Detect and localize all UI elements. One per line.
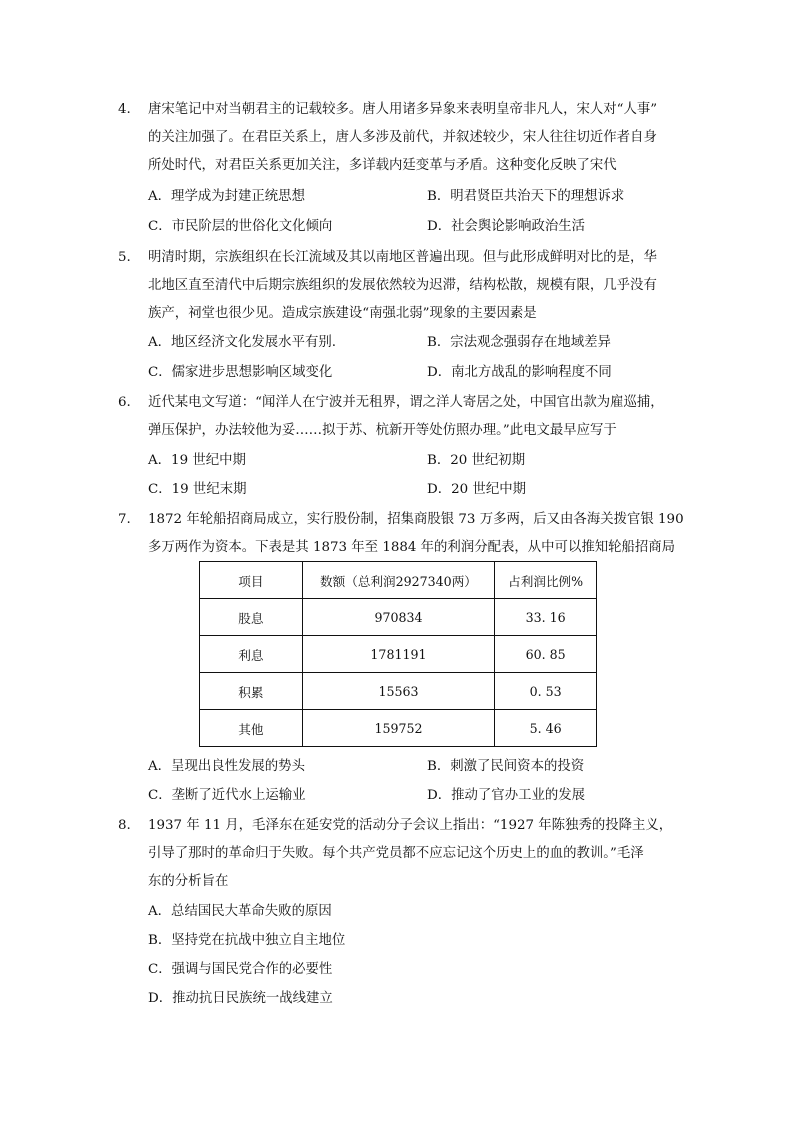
option-a[interactable]: A．地区经济文化发展水平有别. [148,335,337,350]
option-d[interactable]: D．推动了官办工业的发展 [427,788,586,803]
question-number: 7. [118,512,131,527]
question-text-line: 唐宋笔记中对当朝君主的记载较多。唐人用诸多异象来表明皇帝非凡人，宋人对“人事” [148,102,658,117]
option-c[interactable]: C．19 世纪末期 [148,482,247,497]
question-text-line: 多万两作为资本。下表是其 1873 年至 1884 年的利润分配表，从中可以推知轮船招商局 [148,540,676,555]
table-cell: 积累 [200,673,303,710]
table-cell: 0. 53 [495,673,597,710]
table-cell: 利息 [200,636,303,673]
option-a[interactable]: A．总结国民大革命失败的原因 [148,904,332,919]
question-number: 6. [118,395,131,410]
table-row [200,673,597,710]
table-header-row [200,562,597,599]
table-cell: 33. 16 [495,599,597,636]
option-d[interactable]: D．南北方战乱的影响程度不同 [427,365,612,380]
table-cell: 5. 46 [495,710,597,747]
question-text-line: 的关注加强了。在君臣关系上，唐人多涉及前代，并叙述较少，宋人往往切近作者自身 [148,130,657,145]
question-text-line: 北地区直至清代中后期宗族组织的发展依然较为迟滞，结构松散，规模有限，几乎没有 [148,278,657,293]
table-cell: 15563 [302,673,495,710]
question-text-line: 引导了那时的革命归于失败。每个共产党员都不应忘记这个历史上的血的教训。”毛泽 [148,846,644,861]
table-header-cell: 项目 [200,562,303,599]
option-b[interactable]: B．宗法观念强弱存在地域差异 [427,335,611,350]
option-c[interactable]: C．强调与国民党合作的必要性 [148,962,333,977]
table-header-cell: 数额（总利润2927340两） [302,562,495,599]
option-a[interactable]: A．理学成为封建正统思想 [148,189,305,204]
table-cell: 1781191 [302,636,495,673]
question-number: 8. [118,818,131,833]
option-c[interactable]: C．儒家进步思想影响区域变化 [148,365,333,380]
question-text-line: 近代某电文写道：“闻洋人在宁波并无租界，谓之洋人寄居之处，中国官出款为雇巡捕， [148,395,664,410]
question-text-line: 弹压保护，办法较他为妥……拟于苏、杭新开等处仿照办理。”此电文最早应写于 [148,423,617,438]
table-row [200,710,597,747]
question-text-line: 族产，祠堂也很少见。造成宗族建设“南强北弱”现象的主要因素是 [148,306,537,321]
question-text-line: 明清时期，宗族组织在长江流域及其以南地区普遍出现。但与此形成鲜明对比的是，华 [148,250,657,265]
table-cell: 159752 [302,710,495,747]
question-number: 4. [118,102,131,117]
profit-distribution-table [199,561,597,747]
question-text-line: 东的分析旨在 [148,874,229,889]
option-d[interactable]: D．20 世纪中期 [427,482,526,497]
question-text-line: 1937 年 11 月，毛泽东在延安党的活动分子会议上指出：“1927 年陈独秀的投降主义， [148,818,673,833]
option-b[interactable]: B．20 世纪初期 [427,453,526,468]
table-cell: 其他 [200,710,303,747]
table-row [200,636,597,673]
question-text-line: 所处时代，对君臣关系更加关注，多详载内廷变革与矛盾。这种变化反映了宋代 [148,158,617,173]
question-text-line: 1872 年轮船招商局成立，实行股份制，招集商股银 73 万多两，后又由各海关拨官银 190 [148,512,684,527]
table-cell: 970834 [302,599,495,636]
table-cell: 股息 [200,599,303,636]
table-row [200,599,597,636]
option-b[interactable]: B．刺激了民间资本的投资 [427,759,585,774]
option-a[interactable]: A．呈现出良性发展的势头 [148,759,305,774]
option-a[interactable]: A．19 世纪中期 [148,453,246,468]
option-c[interactable]: C．市民阶层的世俗化文化倾向 [148,219,333,234]
option-d[interactable]: D．社会舆论影响政治生活 [427,219,586,234]
question-number: 5. [118,250,131,265]
option-d[interactable]: D．推动抗日民族统一战线建立 [148,991,333,1006]
option-b[interactable]: B．坚持党在抗战中独立自主地位 [148,933,346,948]
option-b[interactable]: B．明君贤臣共治天下的理想诉求 [427,189,625,204]
option-c[interactable]: C．垄断了近代水上运输业 [148,788,306,803]
table-header-cell: 占利润比例% [495,562,597,599]
table-cell: 60. 85 [495,636,597,673]
